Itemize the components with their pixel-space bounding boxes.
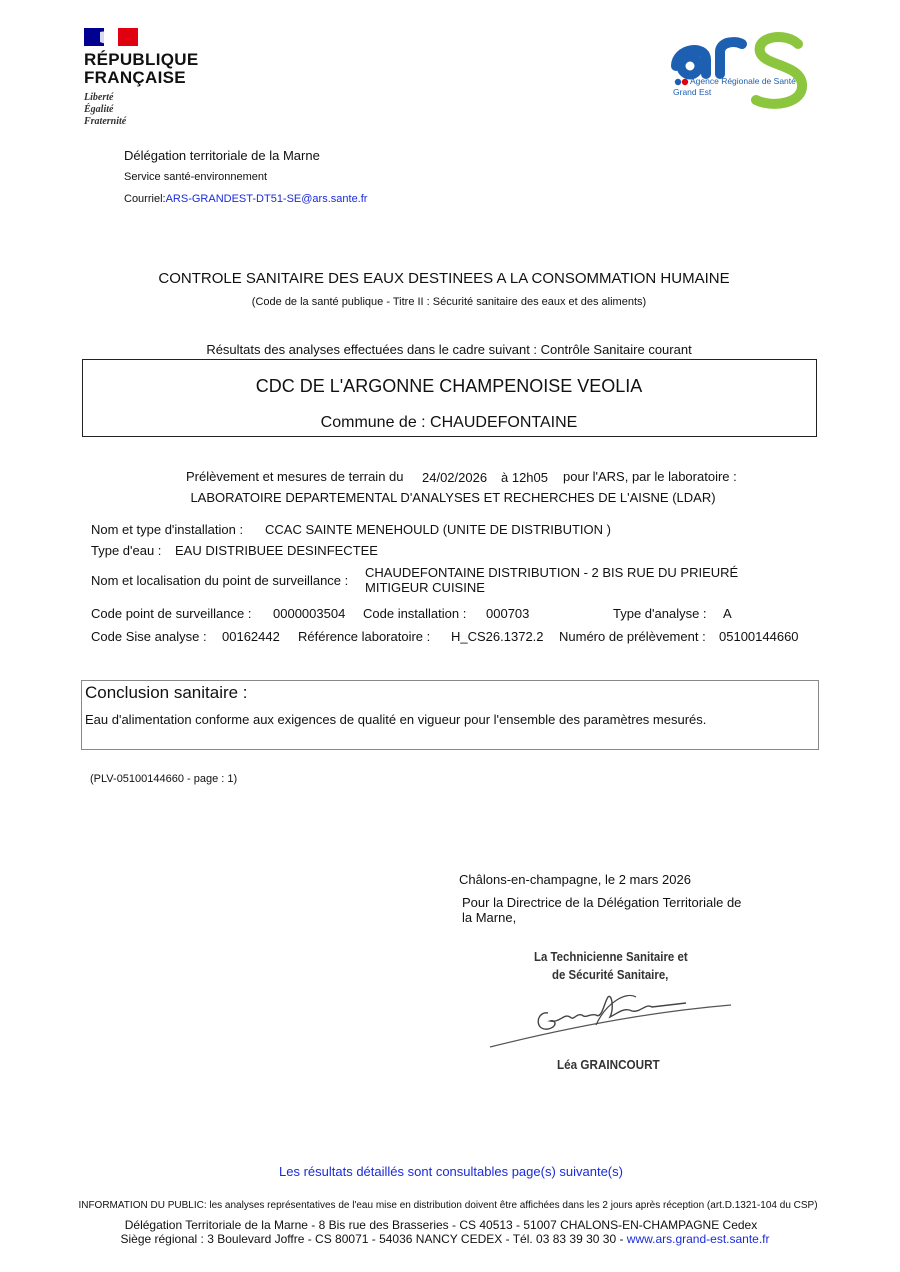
conclusion-text: Eau d'alimentation conforme aux exigences de qualité en vigueur pour l'ensemble des paramètres mesurés. [85, 712, 707, 727]
sample-number-value: 05100144660 [719, 629, 799, 644]
sampling-date: 24/02/2026 [422, 470, 488, 485]
detailed-results-link[interactable]: Les résultats détaillés sont consultables page(s) suivante(s) [279, 1164, 623, 1179]
installation-code-value: 000703 [486, 606, 530, 621]
ars-wordmark-icon [668, 30, 818, 112]
public-information-note: INFORMATION DU PUBLIC: les analyses représentatives de l'eau mise en distribution doivent être affichées dans les 2 jours après réception (art.D.1321-104 du CSP) [78, 1200, 818, 1211]
water-type-value: EAU DISTRIBUEE DESINFECTEE [175, 543, 378, 558]
sampling-time: à 12h05 [501, 470, 548, 485]
rf-logo-line2: FRANÇAISE [84, 68, 186, 87]
sender-service: Service santé-environnement [124, 171, 268, 183]
analysis-type-value: A [723, 606, 732, 621]
place-date: Châlons-en-champagne, le 2 mars 2026 [459, 872, 691, 887]
sampling-prefix: Prélèvement et mesures de terrain du [186, 469, 404, 484]
network-box [82, 359, 817, 437]
ars-logo-name: Agence Régionale de Santé [690, 76, 796, 86]
sender-email-link[interactable]: ARS-GRANDEST-DT51-SE@ars.sante.fr [165, 193, 368, 205]
lab-ref-label: Référence laboratoire : [298, 629, 431, 644]
sender-delegation: Délégation territoriale de la Marne [124, 148, 320, 163]
lab-ref-value: H_CS26.1372.2 [451, 629, 544, 644]
marianne-flag-icon [84, 28, 138, 46]
role-line1: La Technicienne Sanitaire et [534, 949, 688, 964]
republique-francaise-logo [82, 26, 222, 130]
sampling-suffix: pour l'ARS, par le laboratoire : [563, 469, 737, 484]
surveillance-point-value-line1: CHAUDEFONTAINE DISTRIBUTION - 2 BIS RUE DU PRIEURÉ [365, 565, 739, 580]
signatory-name: Léa GRAINCOURT [557, 1057, 660, 1072]
surveillance-point-value-line2: MITIGEUR CUISINE [365, 580, 485, 595]
sampling-laboratory: LABORATOIRE DEPARTEMENTAL D'ANALYSES ET RECHERCHES DE L'AISNE (LDAR) [190, 490, 716, 505]
rf-motto-egalite: Égalité [84, 104, 114, 115]
conclusion-title: Conclusion sanitaire : [85, 683, 248, 702]
network-name: CDC DE L'ARGONNE CHAMPENOISE VEOLIA [255, 376, 643, 396]
surveillance-point-label: Nom et localisation du point de surveillance : [91, 573, 349, 588]
rf-motto-fraternite: Fraternité [84, 116, 127, 127]
ars-logo [668, 30, 818, 112]
sample-number-label: Numéro de prélèvement : [559, 629, 706, 644]
point-code-value: 0000003504 [273, 606, 346, 621]
for-director-line2: la Marne, [462, 910, 517, 925]
installation-label: Nom et type d'installation : [91, 522, 244, 537]
analysis-context: Résultats des analyses effectuées dans le cadre suivant : Contrôle Sanitaire courant [206, 342, 692, 357]
handwritten-signature-icon [486, 983, 736, 1053]
sise-value: 00162442 [222, 629, 280, 644]
role-line2: de Sécurité Sanitaire, [552, 967, 669, 982]
sender-email-label: Courriel: [124, 193, 166, 205]
analysis-type-label: Type d'analyse : [613, 606, 707, 621]
page-reference: (PLV-05100144660 - page : 1) [90, 773, 238, 785]
water-type-label: Type d'eau : [91, 543, 162, 558]
rf-motto-liberte: Liberté [84, 92, 114, 103]
signature-stamp [486, 945, 736, 1080]
document-title: CONTROLE SANITAIRE DES EAUX DESTINEES A LA CONSOMMATION HUMAINE [158, 270, 730, 287]
network-commune: Commune de : CHAUDEFONTAINE [320, 414, 578, 431]
sise-label: Code Sise analyse : [91, 629, 207, 644]
ars-logo-region: Grand Est [673, 87, 712, 97]
footer-address-delegation: Délégation Territoriale de la Marne - 8 Bis rue des Brasseries - CS 40513 - 51007 CHALONS-EN-CHAMPAGNE Cedex [124, 1218, 758, 1232]
point-code-label: Code point de surveillance : [91, 606, 252, 621]
sender-email-line [124, 193, 367, 205]
for-director-line1: Pour la Directrice de la Délégation Territoriale de [462, 895, 742, 910]
document-subtitle: (Code de la santé publique - Titre II : Sécurité sanitaire des eaux et des aliments) [251, 296, 647, 308]
installation-code-label: Code installation : [363, 606, 467, 621]
installation-value: CCAC SAINTE MENEHOULD (UNITE DE DISTRIBUTION ) [265, 522, 611, 537]
footer-address-siege-text: Siège régional : 3 Boulevard Joffre - CS 80071 - 54036 NANCY CEDEX - Tél. 03 83 39 30 30 - [120, 1232, 627, 1246]
conclusion-box [81, 680, 819, 750]
footer-address-siege [0, 1232, 890, 1246]
footer-website-link[interactable]: www.ars.grand-est.sante.fr [626, 1232, 770, 1246]
rf-logo-line1: RÉPUBLIQUE [84, 50, 199, 69]
